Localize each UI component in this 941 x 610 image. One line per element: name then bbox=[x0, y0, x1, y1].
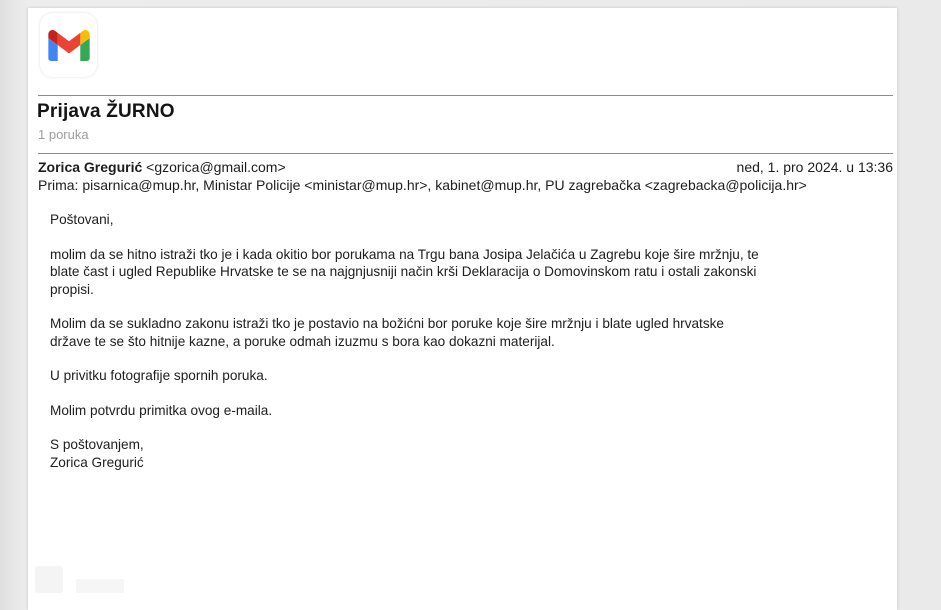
email-subject-title: Prijava ŽURNO bbox=[37, 101, 175, 122]
divider-top bbox=[38, 95, 893, 96]
faded-attachment-artifact bbox=[76, 579, 124, 593]
body-paragraph bbox=[50, 315, 893, 350]
gmail-logo-icon bbox=[48, 30, 90, 61]
body-line: U privitku fotografije spornih poruka. bbox=[50, 368, 268, 383]
email-body bbox=[50, 211, 893, 488]
email-print-page bbox=[28, 8, 897, 610]
body-paragraph bbox=[50, 246, 893, 299]
gmail-logo-tile bbox=[40, 13, 97, 77]
sender bbox=[38, 159, 286, 175]
sender-name: Zorica Gregurić bbox=[38, 159, 143, 175]
message-date: ned, 1. pro 2024. u 13:36 bbox=[736, 159, 893, 175]
signature-name: Zorica Gregurić bbox=[50, 454, 144, 470]
signature-paragraph bbox=[50, 436, 893, 471]
body-line: molim da se hitno istraži tko je i kada okitio bor porukama na Trgu bana Josipa Jelačića u Zagrebu koje šire mržnju, te bbox=[50, 246, 759, 262]
message-count: 1 poruka bbox=[38, 127, 89, 142]
sender-email: <gzorica@gmail.com> bbox=[146, 159, 286, 175]
body-paragraph bbox=[50, 402, 893, 420]
faded-attachment-artifact bbox=[35, 566, 63, 593]
body-line: blate čast i ugled Republike Hrvatske te se na najgnjusniji način krši Deklaracija o Domovinskom ratu i ostali zakonski bbox=[50, 264, 757, 279]
divider-header bbox=[38, 153, 893, 154]
body-line: Molim potvrdu primitka ovog e-maila. bbox=[50, 402, 273, 418]
signature-closing: S poštovanjem, bbox=[50, 437, 144, 452]
salutation-paragraph bbox=[50, 211, 893, 229]
body-line: propisi. bbox=[50, 281, 94, 297]
body-line: Poštovani, bbox=[50, 212, 114, 227]
body-paragraph bbox=[50, 367, 893, 385]
body-line: države te se što hitnije kazne, a poruke odmah izuzmu s bora kao dokazni materijal. bbox=[50, 333, 555, 349]
recipients-line: Prima: pisarnica@mup.hr, Ministar Policije <ministar@mup.hr>, kabinet@mup.hr, PU zagrebačka <zagrebacka@policija.hr> bbox=[38, 177, 807, 193]
message-meta-row bbox=[38, 159, 893, 175]
body-line: Molim da se sukladno zakonu istraži tko je postavio na božićni bor poruke koje šire mržnju i blate ugled hrvatske bbox=[50, 316, 724, 331]
